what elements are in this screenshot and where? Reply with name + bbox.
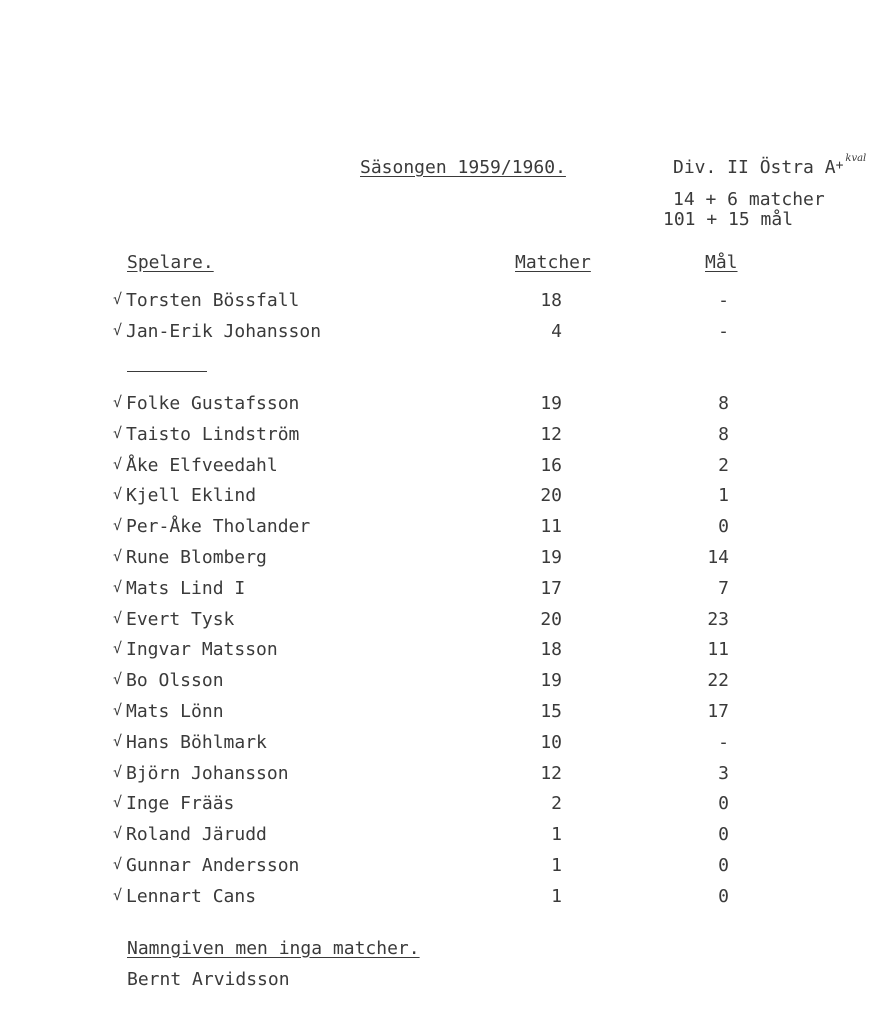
player-name: Björn Johansson: [126, 762, 289, 784]
player-goals: 0: [718, 855, 729, 876]
table-row: [0, 393, 895, 419]
player-name: Hans Böhlmark: [126, 731, 267, 753]
handwritten-annotation: kval: [845, 153, 867, 164]
check-mark: √: [113, 321, 123, 339]
player-goals: 0: [718, 793, 729, 815]
player-matches: 18: [540, 639, 562, 661]
table-row: [0, 609, 895, 635]
player-goals: 14: [707, 547, 729, 568]
unused-players-heading: Namngiven men inga matcher.: [127, 938, 420, 959]
table-row: [0, 701, 895, 727]
player-goals: 17: [707, 701, 729, 722]
player-matches: 12: [540, 762, 562, 784]
division-text: Div. II Östra A: [673, 157, 836, 178]
player-goals: -: [718, 290, 729, 311]
player-name: Kjell Eklind: [126, 485, 257, 507]
player-goals: 11: [707, 639, 729, 661]
player-goals: 1: [718, 485, 729, 507]
player-matches: 11: [540, 516, 562, 538]
table-row: [0, 670, 895, 696]
table-row: [0, 886, 895, 912]
column-header-player: Spelare.: [127, 252, 214, 273]
table-row: [0, 485, 895, 511]
check-mark: √: [113, 516, 123, 535]
player-name: Taisto Lindström: [126, 423, 300, 445]
check-mark: √: [113, 885, 123, 904]
totals-matches: 14 + 6 matcher: [673, 189, 825, 210]
player-matches: 1: [551, 885, 562, 907]
table-row: [0, 455, 895, 481]
player-name: Bo Olsson: [126, 670, 224, 692]
check-mark: √: [113, 485, 123, 504]
player-matches: 20: [540, 485, 562, 507]
table-row: [0, 424, 895, 450]
table-row: [0, 547, 895, 573]
player-matches: 18: [540, 290, 562, 311]
check-mark: √: [113, 454, 123, 473]
player-matches: 17: [540, 577, 562, 599]
player-matches: 19: [540, 670, 562, 692]
player-name: Mats Lönn: [126, 701, 224, 722]
column-header-goals: Mål: [705, 252, 738, 273]
check-mark: √: [113, 547, 123, 565]
player-matches: 20: [540, 608, 562, 630]
player-matches: 19: [540, 547, 562, 568]
player-goals: 7: [718, 577, 729, 599]
table-row: [0, 763, 895, 789]
check-mark: √: [113, 608, 123, 627]
table-row: [0, 321, 895, 347]
check-mark: √: [113, 731, 123, 750]
table-row: [0, 578, 895, 604]
table-row: [0, 855, 895, 881]
player-matches: 1: [551, 824, 562, 846]
player-matches: 16: [540, 454, 562, 476]
table-row: [0, 732, 895, 758]
player-name: Per-Åke Tholander: [126, 516, 311, 538]
check-mark: √: [113, 855, 123, 873]
division-label: [673, 153, 867, 178]
player-name: Gunnar Andersson: [126, 855, 300, 876]
player-name: Jan-Erik Johansson: [126, 321, 322, 342]
player-name: Ingvar Matsson: [126, 639, 278, 661]
check-mark: √: [113, 670, 123, 689]
section-divider: [127, 371, 207, 372]
check-mark: √: [113, 701, 123, 719]
unused-player-name: Bernt Arvidsson: [127, 969, 290, 990]
player-goals: 2: [718, 454, 729, 476]
player-matches: 4: [551, 321, 562, 342]
player-goals: -: [718, 731, 729, 753]
column-header-matches: Matcher: [515, 252, 591, 273]
player-goals: 8: [718, 423, 729, 445]
player-name: Rune Blomberg: [126, 547, 267, 568]
player-matches: 12: [540, 423, 562, 445]
player-name: Folke Gustafsson: [126, 393, 300, 414]
player-matches: 15: [540, 701, 562, 722]
table-row: [0, 290, 895, 316]
player-name: Evert Tysk: [126, 608, 235, 630]
player-matches: 2: [551, 793, 562, 815]
table-row: [0, 824, 895, 850]
player-goals: 23: [707, 608, 729, 630]
player-goals: 0: [718, 824, 729, 846]
division-plus: +: [835, 158, 844, 173]
player-name: Inge Frääs: [126, 793, 235, 815]
player-matches: 10: [540, 731, 562, 753]
check-mark: √: [113, 639, 123, 658]
check-mark: √: [113, 393, 123, 411]
check-mark: √: [113, 824, 123, 843]
player-name: Lennart Cans: [126, 885, 257, 907]
player-goals: 0: [718, 885, 729, 907]
check-mark: √: [113, 290, 123, 308]
player-name: Torsten Bössfall: [126, 290, 300, 311]
table-row: [0, 516, 895, 542]
player-name: Roland Järudd: [126, 824, 267, 846]
check-mark: √: [113, 762, 123, 781]
player-goals: 3: [718, 762, 729, 784]
player-matches: 1: [551, 855, 562, 876]
table-row: [0, 639, 895, 665]
totals-goals: 101 + 15 mål: [663, 209, 794, 230]
player-matches: 19: [540, 393, 562, 414]
table-row: [0, 793, 895, 819]
player-name: Mats Lind I: [126, 577, 246, 599]
player-goals: 8: [718, 393, 729, 414]
season-title: Säsongen 1959/1960.: [360, 157, 566, 178]
player-goals: 22: [707, 670, 729, 692]
player-goals: -: [718, 321, 729, 342]
check-mark: √: [113, 793, 123, 812]
player-name: Åke Elfveedahl: [126, 454, 278, 476]
check-mark: √: [113, 423, 123, 442]
player-goals: 0: [718, 516, 729, 538]
check-mark: √: [113, 577, 123, 596]
